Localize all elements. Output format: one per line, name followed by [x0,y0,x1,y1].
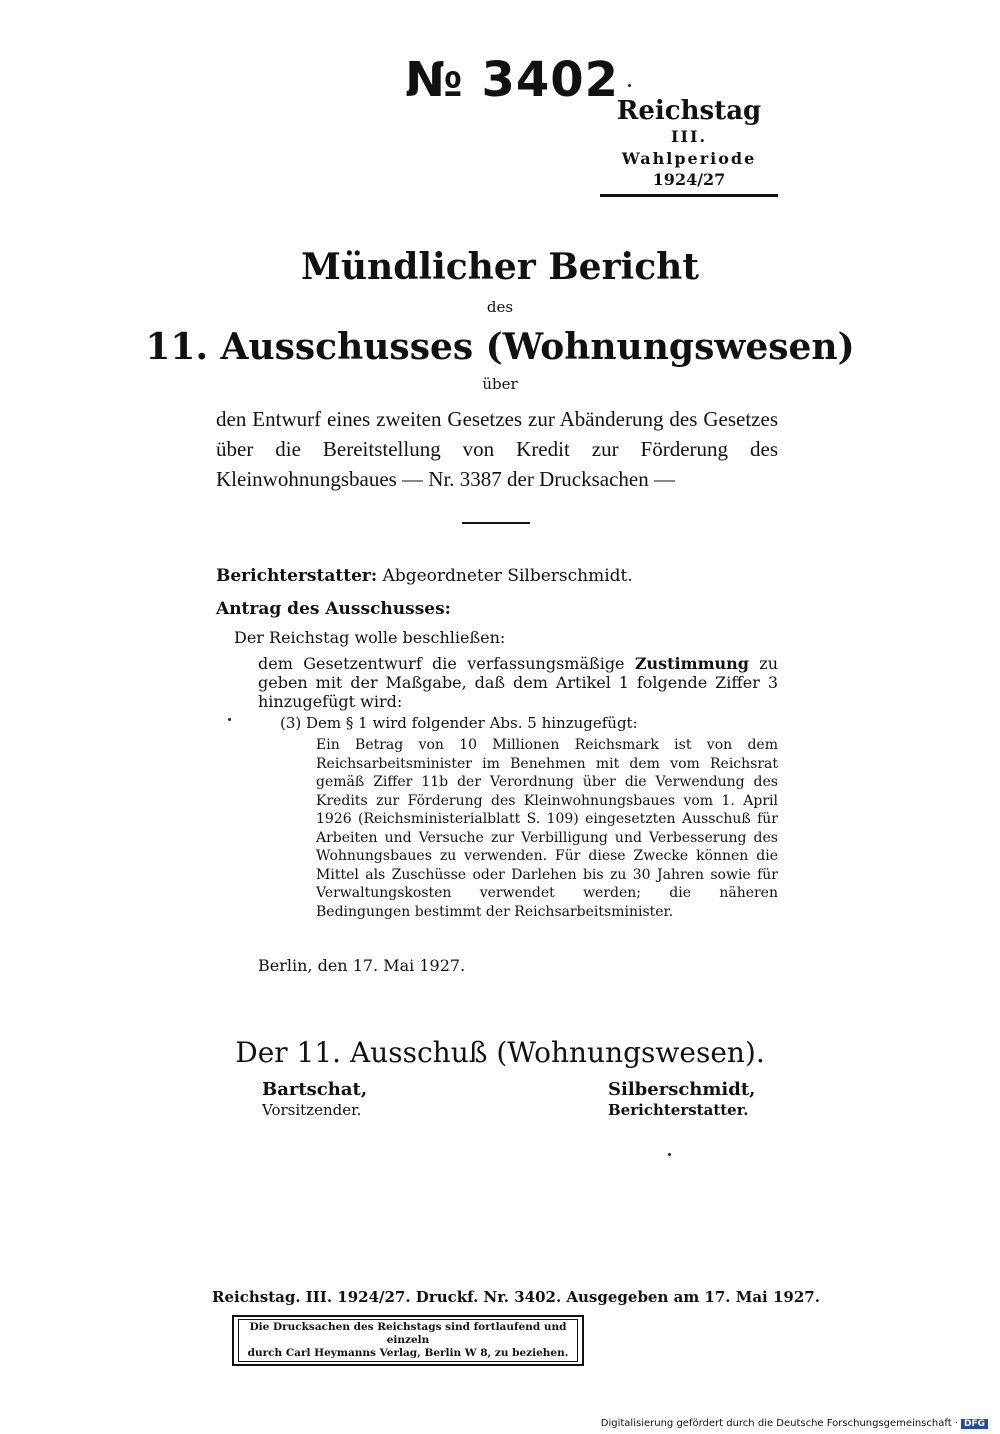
reporter-role: Berichterstatter. [608,1101,749,1119]
motion-text-before: dem Gesetzentwurf die verfassungsmäßige [258,654,625,673]
report-title: Mündlicher Bericht [301,246,699,288]
stamp-reichstag: Reichstag [616,96,762,126]
stamp-wahlperiode: III. Wahlperiode [621,127,757,168]
speck [628,84,631,87]
title-connector-ueber: über [482,375,518,393]
speck [668,1153,671,1156]
stamp-underline [600,194,778,197]
motion-text-bold: Zustimmung [634,654,749,673]
speck [228,718,231,721]
notice-line-2: durch Carl Heymanns Verlag, Berlin W 8, zu beziehen. [247,1347,569,1359]
reporter-label: Berichterstatter: [216,566,378,586]
motion-heading: Antrag des Ausschusses: [216,599,451,619]
reporter-line [216,566,633,586]
place-date: Berlin, den 17. Mai 1927. [258,956,466,975]
reporter-name: Silberschmidt, [608,1079,756,1100]
digitization-credit [601,1418,988,1429]
report-subject: den Entwurf eines zweiten Gesetzes zur Abänderung des Gesetzes über die Bereitstellung von Kredit zur Förderung des Kleinwohnungsbaues — Nr. 3387 der Drucksachen — [216,407,778,491]
distribution-notice [232,1315,584,1366]
amendment-text: Ein Betrag von 10 Millionen Reichsmark ist von dem Reichsarbeitsminister im Benehmen mit dem vom Reichsrat gemäß Ziffer 11b der Verordnung über die Verwendung des Kredits zur Förderung des Kleinwohnungsbaues vom 1. April 1926 (Reichsministerialblatt S. 109) eingesetzten Ausschuß für Arbeiten und Versuche zur Verbilligung und Verbesserung des Wohnungsbaues zu verwenden. Für diese Zwecke können die Mittel als Zuschüsse oder Darlehen bis zu 30 Jahren sowie für Verwaltungskosten verwendet werden; die näheren Bedingungen bestimmt der Reichsarbeitsminister. [316,737,778,920]
footer-print-info: Reichstag. III. 1924/27. Druckf. Nr. 3402. Ausgegeben am 17. Mai 1927. [212,1288,820,1306]
separator-rule [462,522,530,524]
motion-text-after: zu geben mit der Maßgabe, daß dem Artikel 1 folgende Ziffer 3 hinzugefügt wird: [258,654,778,711]
chair-role: Vorsitzender. [262,1101,362,1119]
document-number: № 3402 [405,52,620,108]
dfg-logo: DFG [961,1419,988,1429]
committee-title: 11. Ausschusses (Wohnungswesen) [145,326,855,368]
reichstag-stamp [600,96,778,197]
motion-paragraph [258,654,778,711]
notice-line-1: Die Drucksachen des Reichstags sind fortlaufend und einzeln [249,1321,567,1346]
digitization-text: Digitalisierung gefördert durch die Deutsche Forschungsgemeinschaft · [600,1418,958,1429]
amendment-item: (3) Dem § 1 wird folgender Abs. 5 hinzugefügt: [280,714,638,732]
reporter-value: Abgeordneter Silberschmidt. [382,566,633,586]
resolve-line: Der Reichstag wolle beschließen: [234,628,506,647]
chair-name: Bartschat, [262,1079,368,1100]
signature-committee: Der 11. Ausschuß (Wohnungswesen). [235,1036,765,1069]
title-connector-des: des [486,298,514,316]
stamp-years: 1924/27 [652,170,726,189]
